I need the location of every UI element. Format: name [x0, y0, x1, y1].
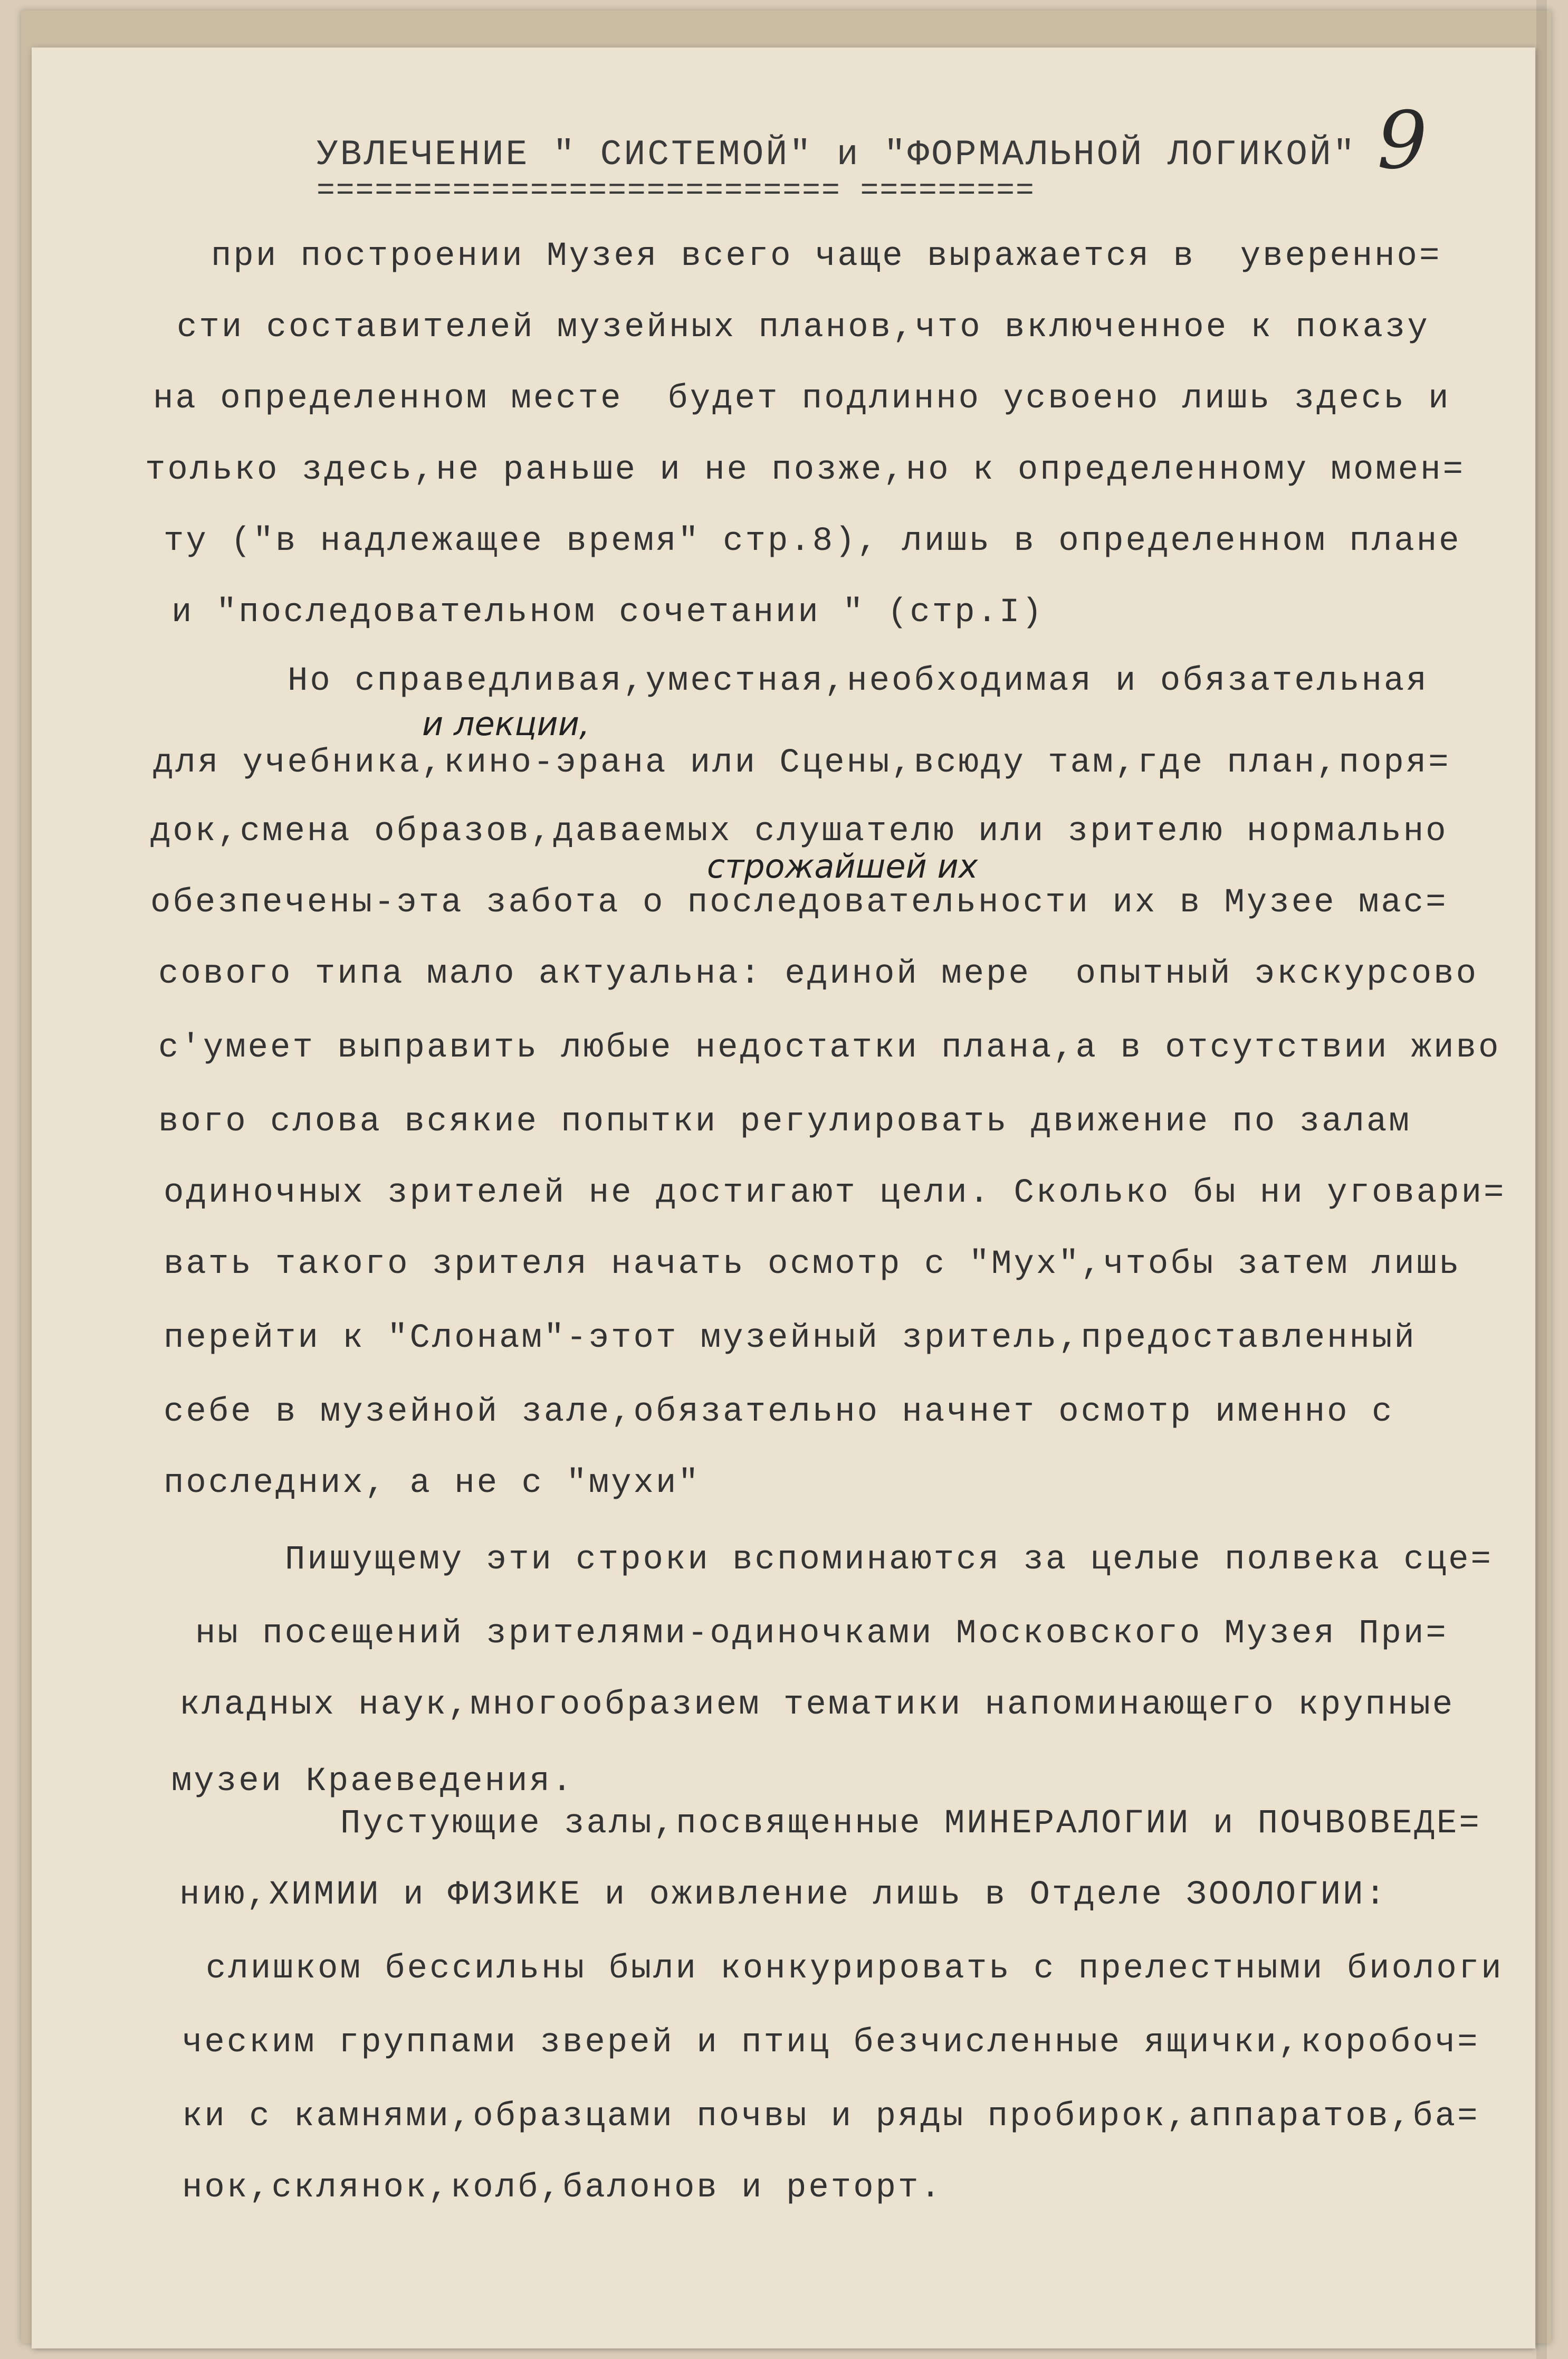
title-underline: =========================== ========= [317, 174, 1035, 208]
text-line-13: вого слова всякие попытки регулировать движение по залам [158, 1103, 1411, 1141]
text-line-26: ческим группами зверей и птиц безчисленные ящички,коробоч= [182, 2024, 1480, 2062]
text-line-17: себе в музейной зале,обязательно начнет осмотр именно с [164, 1393, 1394, 1431]
text-line-20: ны посещений зрителями-одиночками Московского Музея При= [195, 1615, 1448, 1653]
text-line-21: кладных наук,многообразием тематики напоминающего крупные [179, 1686, 1455, 1724]
text-line-12: с'умеет выправить любые недостатки плана,а в отсутствии живо [158, 1029, 1501, 1067]
page-number: 9 [1377, 95, 1428, 187]
page-title: УВЛЕЧЕНИЕ " СИСТЕМОЙ" и "ФОРМАЛЬНОЙ ЛОГИКОЙ" [317, 135, 1357, 175]
text-line-22: музеи Краеведения. [171, 1763, 575, 1801]
handwritten-insert-lectures: и лекции, [422, 705, 590, 743]
page-edge-shadow [1536, 0, 1547, 2359]
text-line-2: сти составителей музейных планов,что включенное к показу [177, 309, 1430, 347]
text-line-6: и "последовательном сочетании " (стр.I) [171, 594, 1044, 632]
text-line-23: Пустующие залы,посвященные МИНЕРАЛОГИИ и ПОЧВОВЕДЕ= [340, 1805, 1481, 1843]
text-line-5: ту ("в надлежащее время" стр.8), лишь в определенном плане [164, 522, 1461, 560]
text-line-1: при построении Музея всего чаще выражается в уверенно= [211, 237, 1442, 275]
handwritten-insert-strictest: строжайшей их [707, 847, 978, 886]
text-line-27: ки с камнями,образцами почвы и ряды пробирок,аппаратов,ба= [182, 2098, 1480, 2136]
text-line-19: Пишущему эти строки вспоминаются за целые полвека сце= [285, 1541, 1493, 1579]
text-line-15: вать такого зрителя начать осмотр с "Мух",чтобы затем лишь [164, 1245, 1461, 1283]
text-line-25: слишком бессильны были конкурировать с прелестными биологи [206, 1950, 1504, 1988]
text-line-8: для учебника,кино-эрана или Сцены,всюду там,где план,поря= [153, 744, 1451, 782]
text-line-28: нок,склянок,колб,балонов и реторт. [182, 2169, 943, 2207]
text-line-3: на определенном месте будет подлинно усвоено лишь здесь и [153, 380, 1451, 418]
text-line-4: только здесь,не раньше и не позже,но к определенному момен= [145, 451, 1465, 489]
text-line-10: обезпечены-эта забота о последовательности их в Музее мас= [150, 884, 1448, 922]
text-line-24: нию,ХИМИИ и ФИЗИКЕ и оживление лишь в Отделе ЗООЛОГИИ: [179, 1876, 1388, 1914]
text-line-16: перейти к "Слонам"-этот музейный зритель,предоставленный [164, 1319, 1417, 1357]
text-line-9: док,смена образов,даваемых слушателю или зрителю нормально [150, 813, 1448, 851]
text-line-7: Но справедливая,уместная,необходимая и обязательная [288, 662, 1429, 700]
text-line-18: последних, а не с "мухи" [164, 1464, 701, 1502]
text-line-11: сового типа мало актуальна: единой мере опытный экскурсово [158, 955, 1478, 993]
text-line-14: одиночных зрителей не достигают цели. Сколько бы ни уговари= [164, 1174, 1506, 1212]
